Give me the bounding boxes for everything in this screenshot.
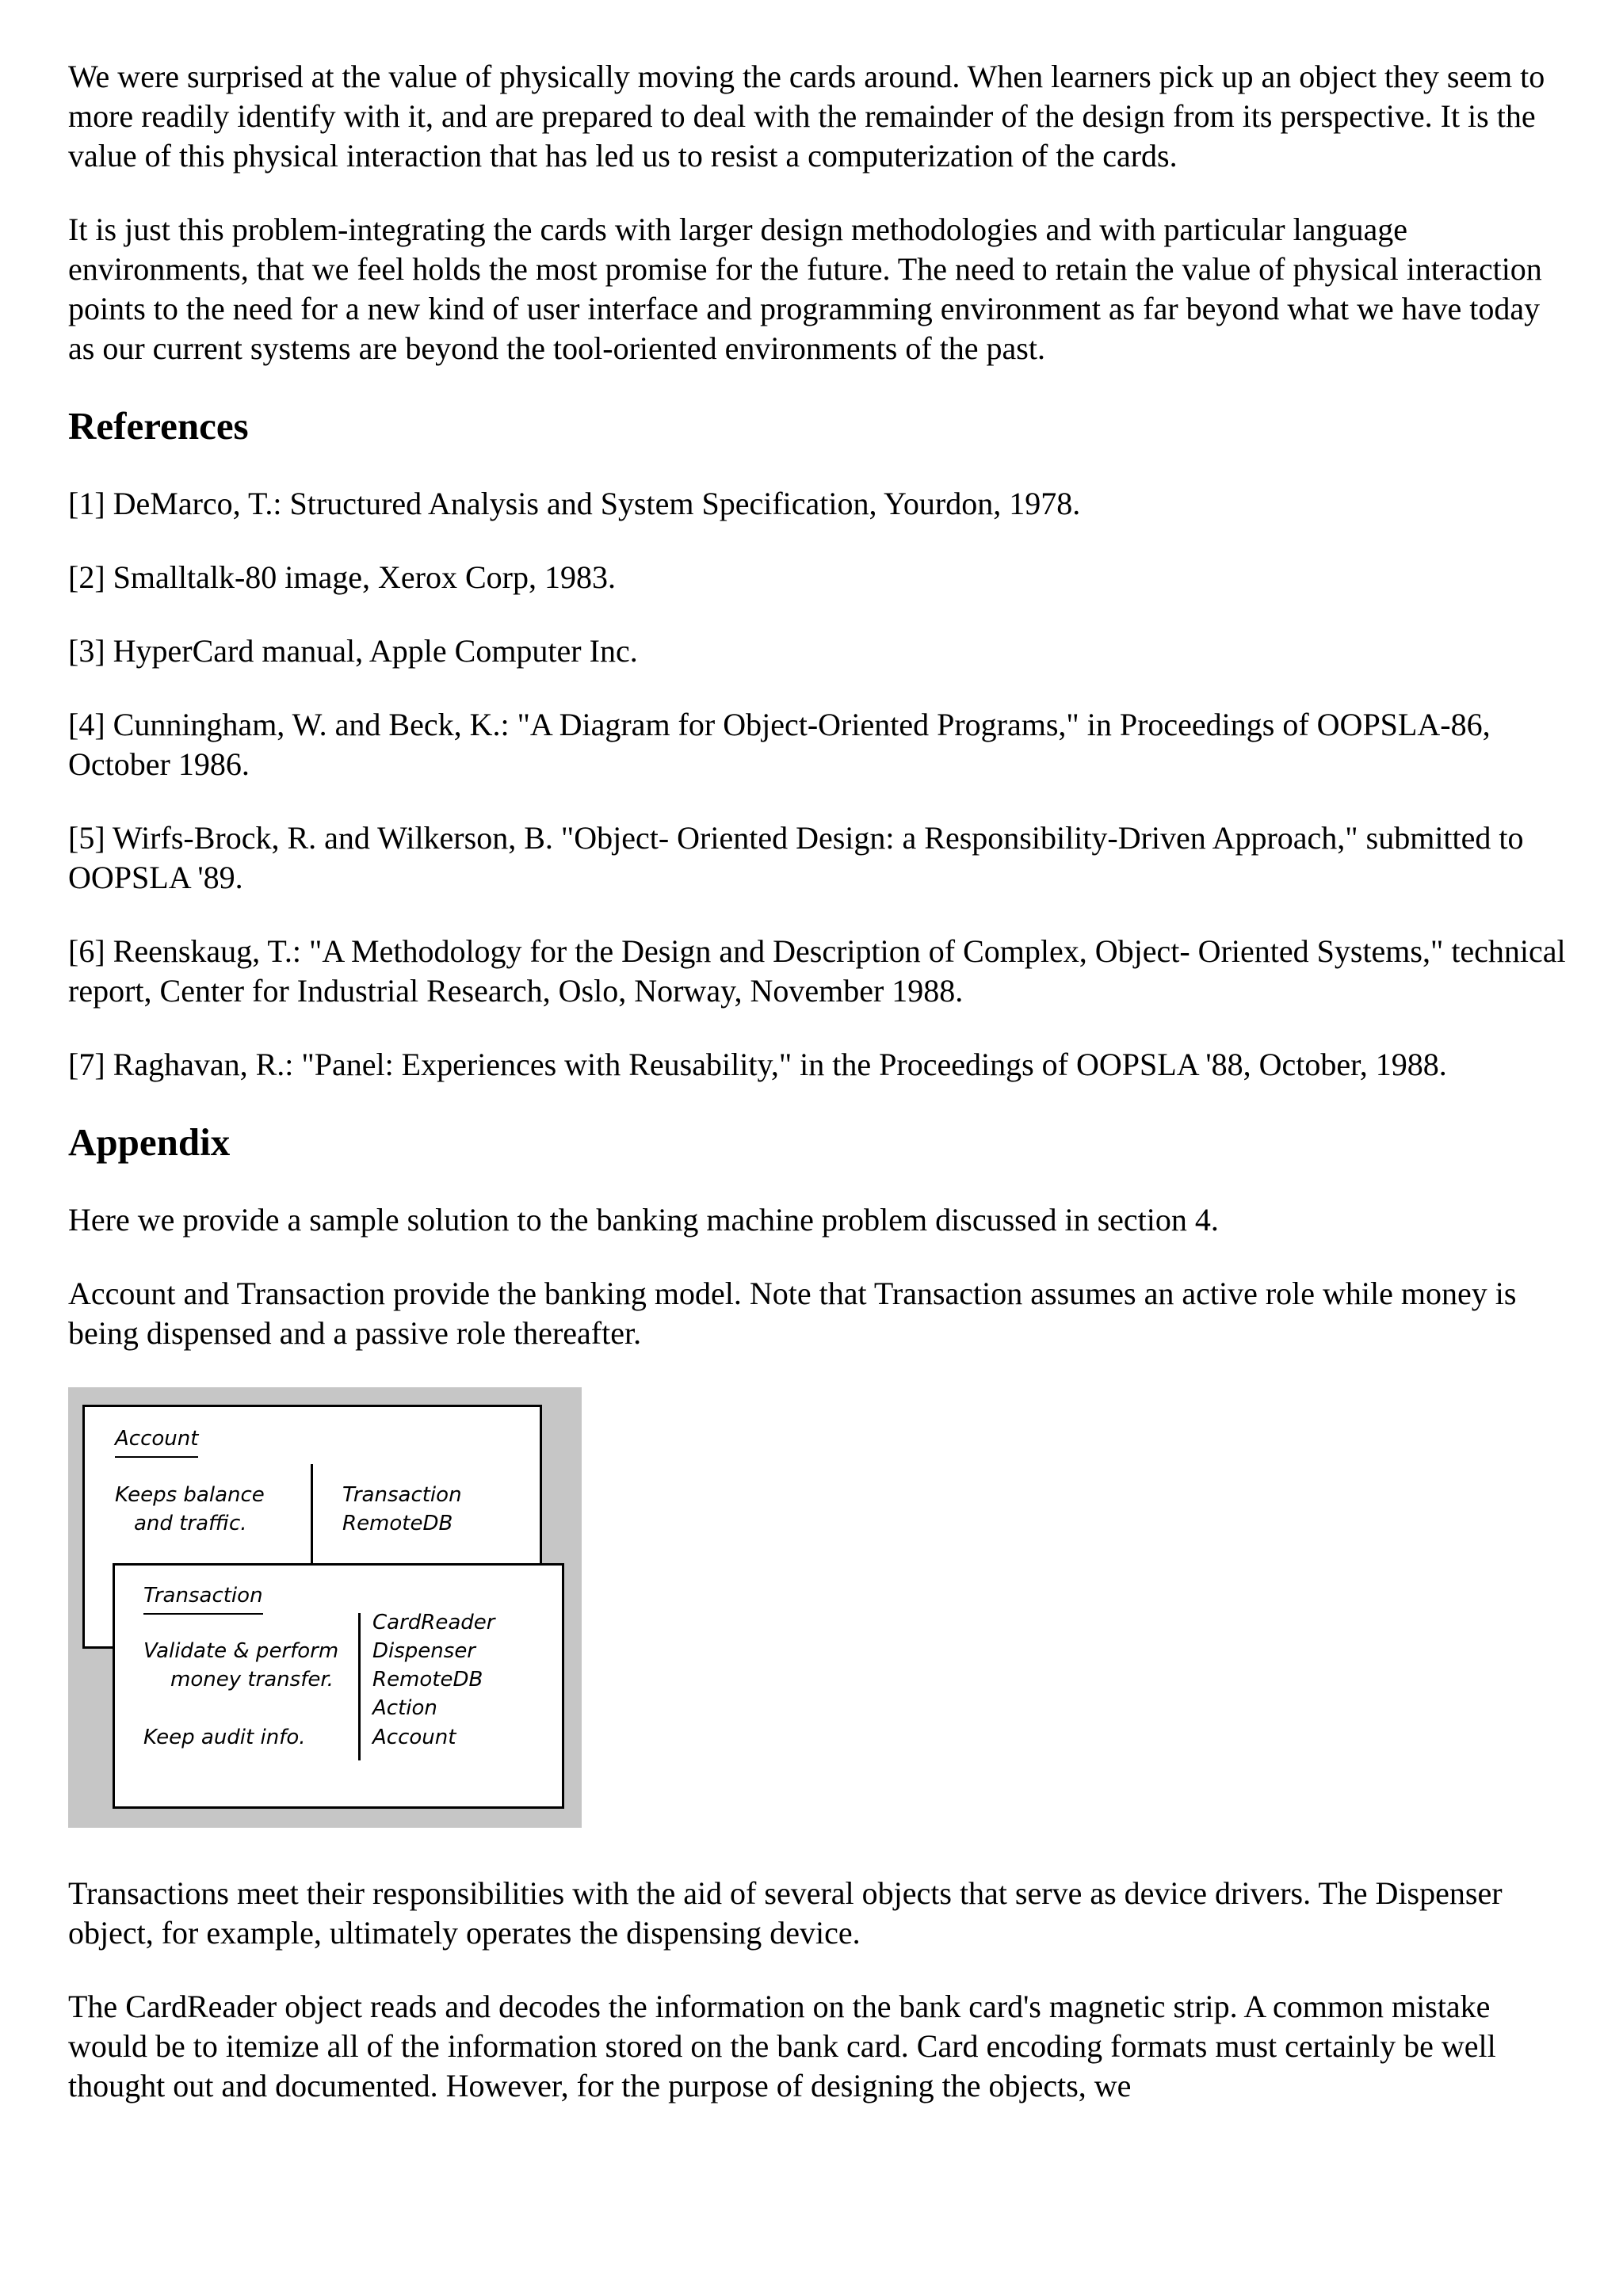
- reference-item: [4] Cunningham, W. and Beck, K.: "A Diagram for Object-Oriented Programs," in Proceedings of OOPSLA-86, October 1986.: [68, 707, 1491, 782]
- paragraph: Transactions meet their responsibilities with the aid of several objects that serve as device drivers. The Dispenser object, for example, ultimately operates the dispensing device.: [68, 1875, 1503, 1951]
- reference-item: [6] Reenskaug, T.: "A Methodology for the Design and Description of Complex, Object- Oriented Systems," technical report, Center for Industrial Research, Oslo, Norway, November 1988.: [68, 933, 1566, 1009]
- account-responsibility: and traffic.: [134, 1512, 247, 1535]
- paragraph: The CardReader object reads and decodes the information on the bank card's magnetic strip. A common mistake would be to itemize all of the information stored on the bank card. Card encoding formats must certainly be well thought out and documented. However, for the purpose of designing the objects, we: [68, 1989, 1496, 2103]
- transaction-responsibility: Keep audit info.: [143, 1726, 306, 1749]
- paragraph: It is just this problem-integrating the cards with larger design methodologies and with particular language environments, that we feel holds the most promise for the future. The need to retain the value of physical interaction points to the need for a new kind of user interface and programming environment as far beyond what we have today as our current systems are beyond the tool-oriented environments of the past.: [68, 212, 1542, 366]
- references-heading: References: [68, 404, 249, 448]
- document-page: [68, 57, 1574, 2140]
- account-card-title: Account: [115, 1425, 198, 1458]
- transaction-responsibility: Validate & perform: [143, 1639, 339, 1663]
- account-collaborator: Transaction: [342, 1483, 462, 1507]
- card-divider: [358, 1613, 361, 1760]
- transaction-collaborator: RemoteDB: [372, 1668, 483, 1691]
- paragraph: Account and Transaction provide the banking model. Note that Transaction assumes an active role while money is being dispensed and a passive role thereafter.: [68, 1276, 1517, 1351]
- paragraph: We were surprised at the value of physically moving the cards around. When learners pick up an object they seem to more readily identify with it, and are prepared to deal with the remainder of the design from its perspective. It is the value of this physical interaction that has led us to resist a computerization of the cards.: [68, 59, 1545, 174]
- reference-item: [5] Wirfs-Brock, R. and Wilkerson, B. "Object- Oriented Design: a Responsibility-Driven Approach," submitted to OOPSLA '89.: [68, 820, 1524, 895]
- transaction-card: [113, 1563, 564, 1809]
- account-responsibility: Keeps balance: [115, 1483, 265, 1507]
- appendix-heading: Appendix: [68, 1120, 231, 1164]
- reference-item: [2] Smalltalk-80 image, Xerox Corp, 1983.: [68, 559, 616, 595]
- transaction-collaborator: Dispenser: [372, 1639, 475, 1663]
- crc-card-figure: [68, 1387, 582, 1828]
- transaction-responsibility: money transfer.: [170, 1668, 334, 1691]
- reference-item: [7] Raghavan, R.: "Panel: Experiences with Reusability," in the Proceedings of OOPSLA '88, October, 1988.: [68, 1047, 1447, 1082]
- transaction-collaborator: CardReader: [372, 1611, 495, 1634]
- reference-item: [1] DeMarco, T.: Structured Analysis and System Specification, Yourdon, 1978.: [68, 486, 1081, 521]
- account-collaborator: RemoteDB: [342, 1512, 453, 1535]
- transaction-card-title: Transaction: [143, 1581, 263, 1615]
- paragraph: Here we provide a sample solution to the banking machine problem discussed in section 4.: [68, 1202, 1219, 1238]
- transaction-collaborator: Action: [372, 1696, 437, 1720]
- transaction-collaborator: Account: [372, 1726, 456, 1749]
- reference-item: [3] HyperCard manual, Apple Computer Inc.: [68, 633, 638, 669]
